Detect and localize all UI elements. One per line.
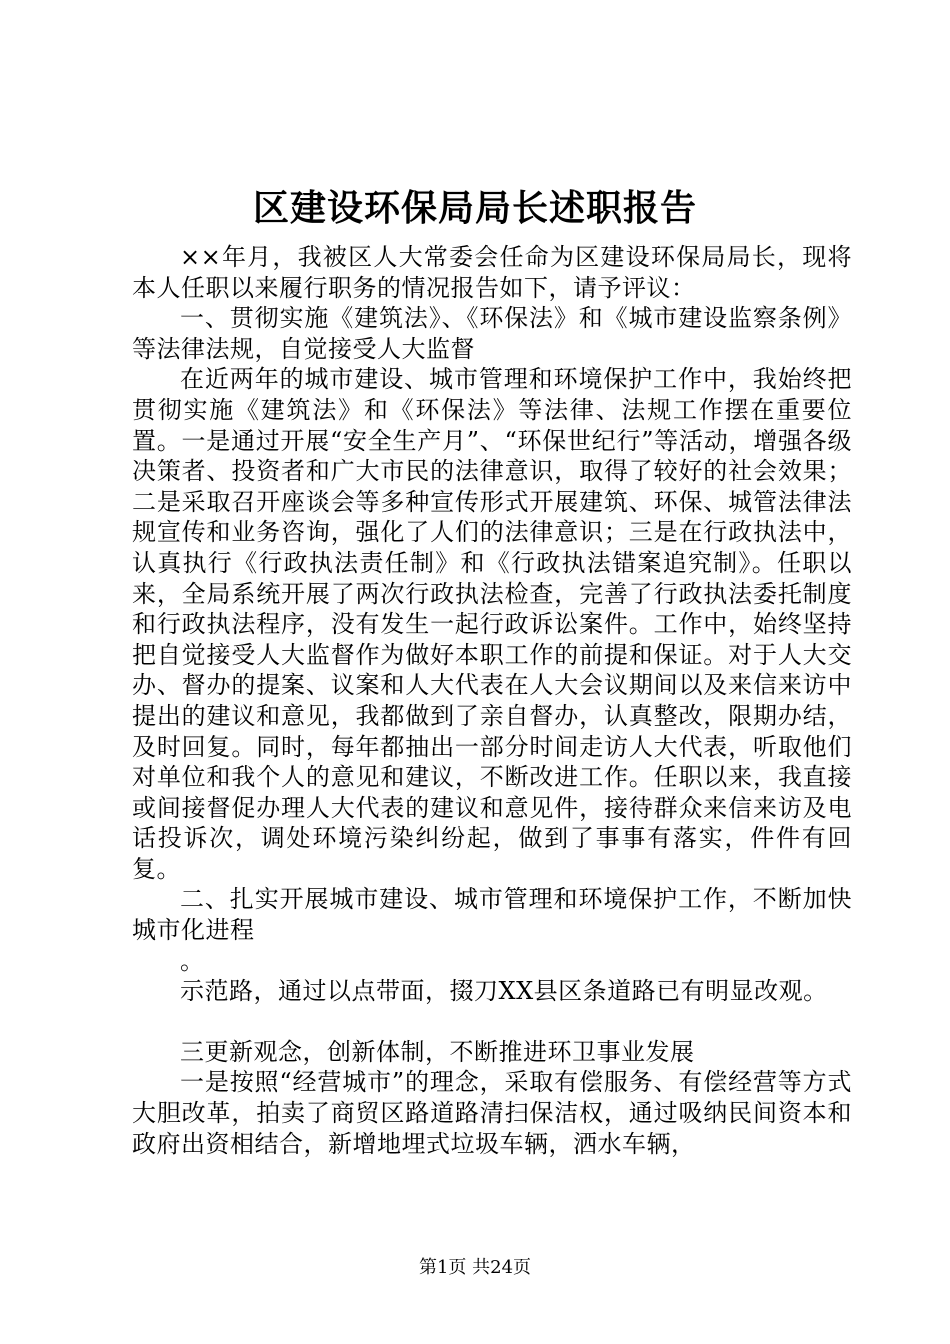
paragraph-heading-1: 一、贯彻实施《建筑法》、《环保法》和《城市建设监察条例》等法律法规，自觉接受人大监督 — [132, 304, 852, 363]
paragraph-section-1-body: 在近两年的城市建设、城市管理和环境保护工作中，我始终把贯彻实施《建筑法》和《环保法》等法律、法规工作摆在重要位置。一是通过开展“安全生产月”、“环保世纪行”等活动，增强各级决策者、投资者和广大市民的法律意识，取得了较好的社会效果；二是采取召开座谈会等多种宣传形式开展建筑、环保、城管法律法规宣传和业务咨询，强化了人们的法律意识；三是在行政执法中，认真执行《行政执法责任制》和《行政执法错案追究制》。任职以来，全局系统开展了两次行政执法检查，完善了行政执法委托制度和行政执法程序，没有发生一起行政诉讼案件。工作中，始终坚持把自觉接受人大监督作为做好本职工作的前提和保证。对于人大交办、督办的提案、议案和人大代表在人大会议期间以及来信来访中提出的建议和意见，我都做到了亲自督办，认真整改，限期办结，及时回复。同时，每年都抽出一部分时间走访人大代表，听取他们对单位和我个人的意见和建议，不断改进工作。任职以来，我直接或间接督促办理人大代表的建议和意见件，接待群众来信来访及电话投诉次，调处环境污染纠纷起，做到了事事有落实，件件有回复。 — [132, 365, 852, 883]
paragraph-heading-2: 二、扎实开展城市建设、城市管理和环境保护工作，不断加快城市化进程 — [132, 885, 852, 945]
paragraph-demo-road: 示范路，通过以点带面，掇刀XX县区条道路已有明显改观。 — [180, 977, 828, 1006]
paragraph-intro: ××年月，我被区人大常委会任命为区建设环保局局长，现将本人任职以来履行职务的情况报告如下，请予评议： — [132, 243, 852, 302]
document-body — [132, 242, 852, 1159]
paragraph-section-3-body: 一是按照“经营城市”的理念，采取有偿服务、有偿经营等方式大胆改革，拍卖了商贸区路道路清扫保洁权，通过吸纳民间资本和政府出资相结合，新增地埋式垃圾车辆，洒水车辆， — [132, 1068, 852, 1158]
paragraph-fragment-period: 。 — [180, 946, 205, 975]
document-title: 区建设环保局局长述职报告 — [252, 187, 697, 229]
paragraph-heading-3: 三更新观念，创新体制，不断推进环卫事业发展 — [180, 1037, 695, 1066]
page-number-footer: 第1页 共24页 — [418, 1257, 532, 1278]
